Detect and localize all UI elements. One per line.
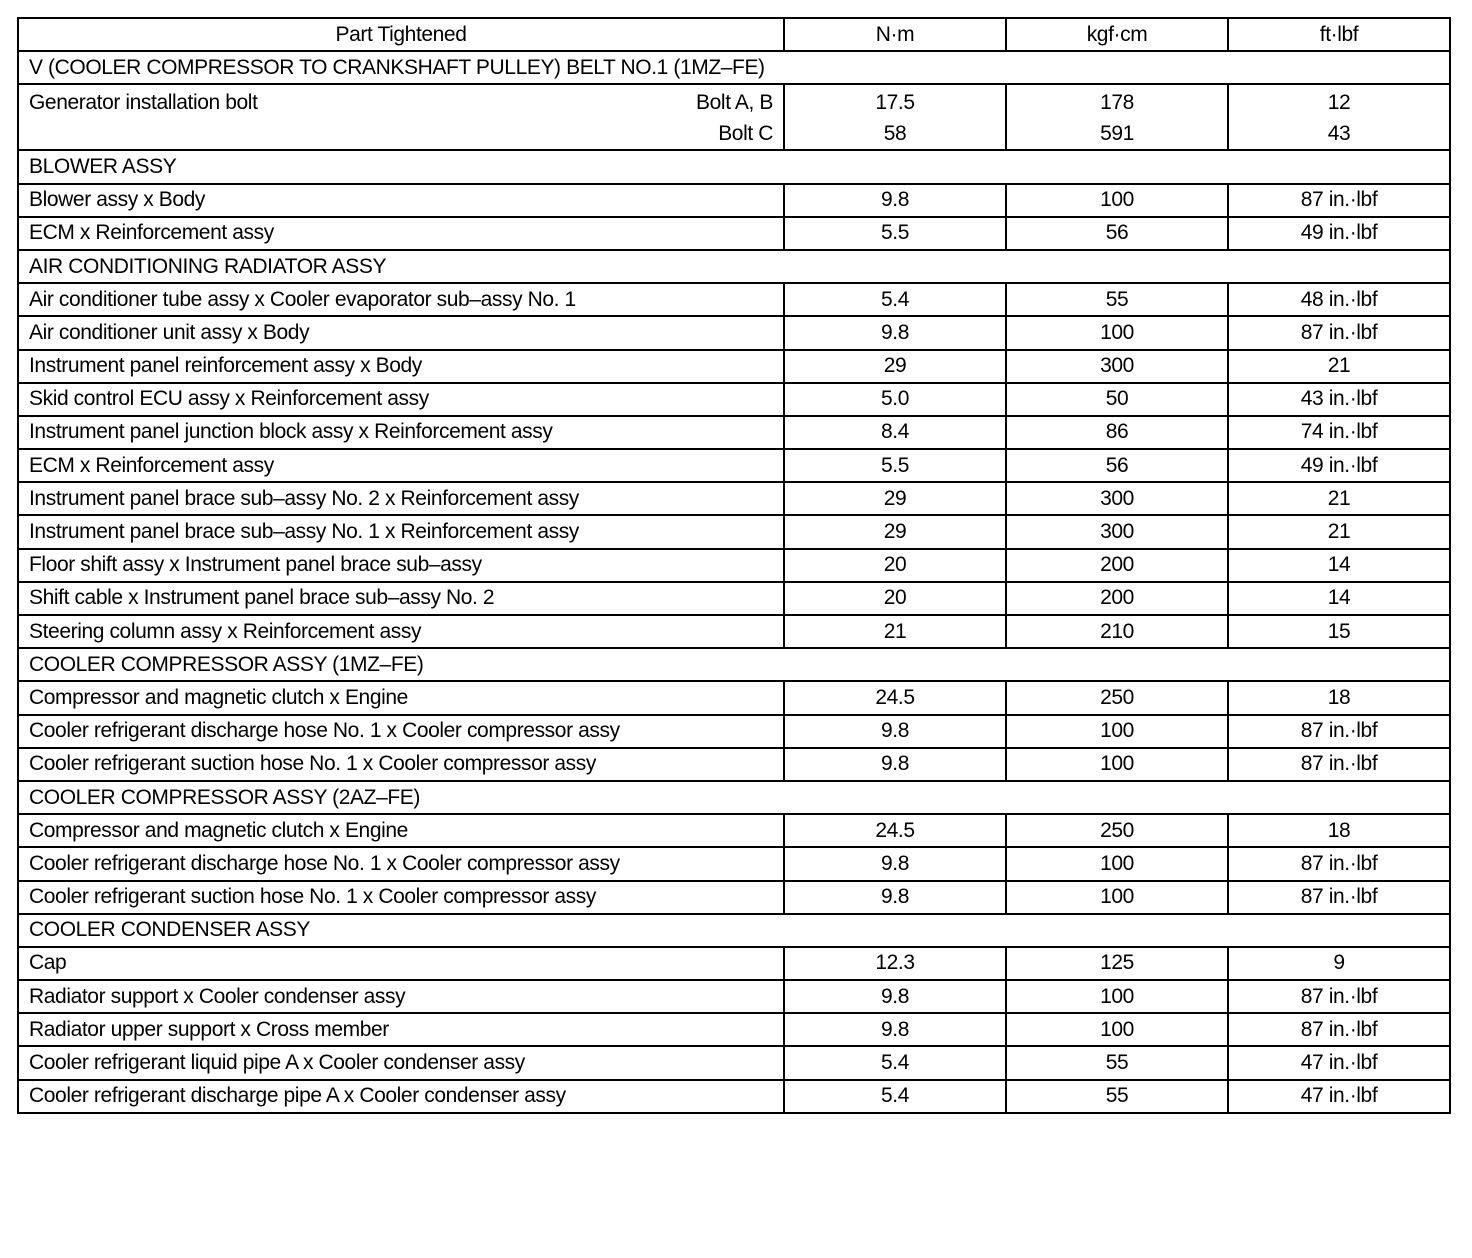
table-row (18, 881, 1450, 914)
kgf-cm-cell: 100 (1006, 881, 1228, 914)
table-row (18, 383, 1450, 416)
table-row (18, 615, 1450, 648)
kgf-cm-cell: 250 (1006, 814, 1228, 847)
section-row (18, 914, 1450, 947)
kgf-cm-cell: 100 (1006, 715, 1228, 748)
nm-cell: 9.8 (784, 980, 1006, 1013)
table-row (18, 549, 1450, 582)
part-cell: Instrument panel brace sub–assy No. 1 x Reinforcement assy (18, 515, 784, 548)
bolt-c-label: Bolt C (718, 122, 773, 146)
table-row (18, 681, 1450, 714)
section-title: V (COOLER COMPRESSOR TO CRANKSHAFT PULLEY) BELT NO.1 (1MZ–FE) (18, 51, 1450, 84)
table-row (18, 482, 1450, 515)
kgf-cm-cell: 55 (1006, 1080, 1228, 1113)
part-cell: Cooler refrigerant discharge hose No. 1 x Cooler compressor assy (18, 715, 784, 748)
ft-lbf-cell: 87 in.·lbf (1228, 1013, 1450, 1046)
ft-lbf-cell: 74 in.·lbf (1228, 416, 1450, 449)
ft-lbf-cell: 49 in.·lbf (1228, 217, 1450, 250)
nm-cell: 5.4 (784, 1080, 1006, 1113)
part-cell: Instrument panel brace sub–assy No. 2 x Reinforcement assy (18, 482, 784, 515)
kgf-cm-cell: 300 (1006, 350, 1228, 383)
table-row (18, 947, 1450, 980)
nm-cell: 24.5 (784, 681, 1006, 714)
header-part-tightened: Part Tightened (18, 18, 784, 51)
ft-lbf-cell: 48 in.·lbf (1228, 283, 1450, 316)
ft-lbf-cell: 47 in.·lbf (1228, 1080, 1450, 1113)
section-row (18, 781, 1450, 814)
nm-cell: 5.4 (784, 283, 1006, 316)
kgf-cm-cell: 100 (1006, 980, 1228, 1013)
generator-row (18, 84, 1450, 150)
nm-cell: 29 (784, 482, 1006, 515)
section-title: AIR CONDITIONING RADIATOR ASSY (18, 250, 1450, 283)
part-cell: Shift cable x Instrument panel brace sub–assy No. 2 (18, 582, 784, 615)
table-row (18, 1046, 1450, 1079)
kgf-cm-cell: 100 (1006, 184, 1228, 217)
part-cell: Radiator support x Cooler condenser assy (18, 980, 784, 1013)
generator-ftlbf-c: 43 (1327, 122, 1351, 146)
ft-lbf-cell: 21 (1228, 350, 1450, 383)
table-row (18, 515, 1450, 548)
generator-kgf-ab: 178 (1100, 91, 1134, 115)
nm-cell: 9.8 (784, 184, 1006, 217)
part-cell: Cooler refrigerant discharge hose No. 1 x Cooler compressor assy (18, 847, 784, 880)
ft-lbf-cell: 14 (1228, 582, 1450, 615)
ft-lbf-cell: 43 in.·lbf (1228, 383, 1450, 416)
kgf-cm-cell: 125 (1006, 947, 1228, 980)
table-row (18, 1080, 1450, 1113)
ft-lbf-cell: 47 in.·lbf (1228, 1046, 1450, 1079)
ft-lbf-cell: 87 in.·lbf (1228, 316, 1450, 349)
nm-cell: 5.5 (784, 449, 1006, 482)
generator-nm-ab: 17.5 (875, 91, 915, 115)
part-cell: Cooler refrigerant liquid pipe A x Cooler condenser assy (18, 1046, 784, 1079)
nm-cell: 5.4 (784, 1046, 1006, 1079)
nm-cell: 29 (784, 515, 1006, 548)
section-title: COOLER CONDENSER ASSY (18, 914, 1450, 947)
section-row (18, 648, 1450, 681)
nm-cell: 12.3 (784, 947, 1006, 980)
nm-cell: 29 (784, 350, 1006, 383)
part-cell: ECM x Reinforcement assy (18, 449, 784, 482)
part-cell: Cap (18, 947, 784, 980)
kgf-cm-cell: 250 (1006, 681, 1228, 714)
part-cell: Cooler refrigerant suction hose No. 1 x Cooler compressor assy (18, 881, 784, 914)
ft-lbf-cell: 49 in.·lbf (1228, 449, 1450, 482)
ft-lbf-cell: 9 (1228, 947, 1450, 980)
generator-kgf-cell (1006, 84, 1228, 150)
header-kgf-cm: kgf·cm (1006, 18, 1228, 51)
ft-lbf-cell: 14 (1228, 549, 1450, 582)
section-row (18, 150, 1450, 183)
table-row (18, 217, 1450, 250)
kgf-cm-cell: 86 (1006, 416, 1228, 449)
kgf-cm-cell: 100 (1006, 1013, 1228, 1046)
nm-cell: 9.8 (784, 1013, 1006, 1046)
kgf-cm-cell: 100 (1006, 748, 1228, 781)
kgf-cm-cell: 100 (1006, 316, 1228, 349)
table-row (18, 847, 1450, 880)
generator-part-label: Generator installation bolt (29, 91, 258, 115)
ft-lbf-cell: 87 in.·lbf (1228, 715, 1450, 748)
ft-lbf-cell: 87 in.·lbf (1228, 847, 1450, 880)
part-cell: ECM x Reinforcement assy (18, 217, 784, 250)
nm-cell: 21 (784, 615, 1006, 648)
generator-ftlbf-cell (1228, 84, 1450, 150)
ft-lbf-cell: 21 (1228, 515, 1450, 548)
kgf-cm-cell: 200 (1006, 549, 1228, 582)
kgf-cm-cell: 56 (1006, 217, 1228, 250)
kgf-cm-cell: 56 (1006, 449, 1228, 482)
ft-lbf-cell: 87 in.·lbf (1228, 184, 1450, 217)
kgf-cm-cell: 300 (1006, 515, 1228, 548)
section-title: COOLER COMPRESSOR ASSY (2AZ–FE) (18, 781, 1450, 814)
part-cell: Air conditioner tube assy x Cooler evaporator sub–assy No. 1 (18, 283, 784, 316)
kgf-cm-cell: 55 (1006, 1046, 1228, 1079)
bolt-ab-label: Bolt A, B (696, 91, 773, 115)
nm-cell: 9.8 (784, 715, 1006, 748)
part-cell: Instrument panel junction block assy x Reinforcement assy (18, 416, 784, 449)
table-row (18, 715, 1450, 748)
ft-lbf-cell: 18 (1228, 814, 1450, 847)
kgf-cm-cell: 200 (1006, 582, 1228, 615)
header-nm: N·m (784, 18, 1006, 51)
kgf-cm-cell: 300 (1006, 482, 1228, 515)
generator-nm-cell (784, 84, 1006, 150)
part-cell: Cooler refrigerant suction hose No. 1 x Cooler compressor assy (18, 748, 784, 781)
table-row (18, 316, 1450, 349)
part-cell: Air conditioner unit assy x Body (18, 316, 784, 349)
header-ft-lbf: ft·lbf (1228, 18, 1450, 51)
header-row (18, 18, 1450, 51)
section-row (18, 250, 1450, 283)
kgf-cm-cell: 100 (1006, 847, 1228, 880)
part-cell: Blower assy x Body (18, 184, 784, 217)
table-row (18, 283, 1450, 316)
nm-cell: 9.8 (784, 881, 1006, 914)
part-cell: Steering column assy x Reinforcement assy (18, 615, 784, 648)
nm-cell: 24.5 (784, 814, 1006, 847)
part-cell: Skid control ECU assy x Reinforcement assy (18, 383, 784, 416)
part-cell: Radiator upper support x Cross member (18, 1013, 784, 1046)
torque-spec-table (17, 17, 1451, 1114)
table-row (18, 582, 1450, 615)
section-row (18, 51, 1450, 84)
nm-cell: 9.8 (784, 748, 1006, 781)
nm-cell: 9.8 (784, 847, 1006, 880)
generator-part-cell (18, 84, 784, 150)
part-cell: Compressor and magnetic clutch x Engine (18, 681, 784, 714)
part-cell: Cooler refrigerant discharge pipe A x Cooler condenser assy (18, 1080, 784, 1113)
table-row (18, 1013, 1450, 1046)
ft-lbf-cell: 87 in.·lbf (1228, 748, 1450, 781)
table-row (18, 184, 1450, 217)
ft-lbf-cell: 87 in.·lbf (1228, 980, 1450, 1013)
part-cell: Floor shift assy x Instrument panel brace sub–assy (18, 549, 784, 582)
ft-lbf-cell: 15 (1228, 615, 1450, 648)
section-title: BLOWER ASSY (18, 150, 1450, 183)
torque-table-body (18, 18, 1450, 1113)
nm-cell: 5.0 (784, 383, 1006, 416)
section-title: COOLER COMPRESSOR ASSY (1MZ–FE) (18, 648, 1450, 681)
table-row (18, 416, 1450, 449)
nm-cell: 20 (784, 582, 1006, 615)
part-cell: Instrument panel reinforcement assy x Body (18, 350, 784, 383)
ft-lbf-cell: 18 (1228, 681, 1450, 714)
nm-cell: 20 (784, 549, 1006, 582)
kgf-cm-cell: 210 (1006, 615, 1228, 648)
generator-nm-c: 58 (883, 122, 907, 146)
table-row (18, 814, 1450, 847)
part-cell: Compressor and magnetic clutch x Engine (18, 814, 784, 847)
table-row (18, 748, 1450, 781)
generator-kgf-c: 591 (1100, 122, 1134, 146)
kgf-cm-cell: 50 (1006, 383, 1228, 416)
ft-lbf-cell: 21 (1228, 482, 1450, 515)
kgf-cm-cell: 55 (1006, 283, 1228, 316)
table-row (18, 449, 1450, 482)
ft-lbf-cell: 87 in.·lbf (1228, 881, 1450, 914)
nm-cell: 5.5 (784, 217, 1006, 250)
generator-ftlbf-ab: 12 (1327, 91, 1351, 115)
nm-cell: 8.4 (784, 416, 1006, 449)
table-row (18, 350, 1450, 383)
nm-cell: 9.8 (784, 316, 1006, 349)
table-row (18, 980, 1450, 1013)
